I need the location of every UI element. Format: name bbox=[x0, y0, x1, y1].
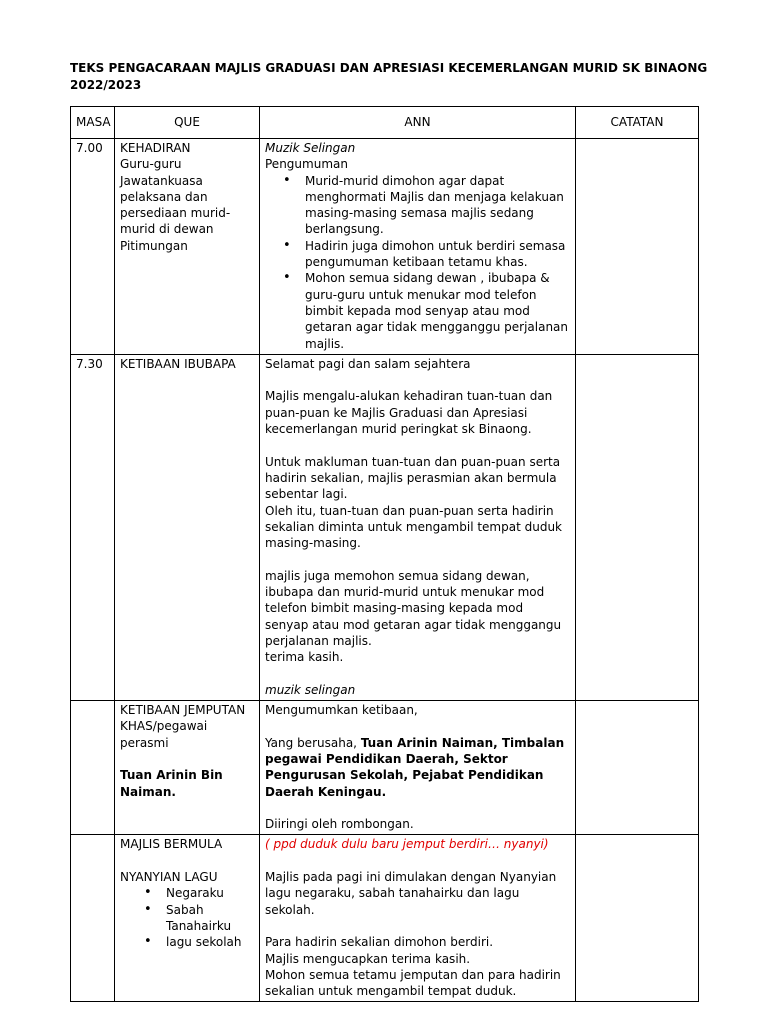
table-row bbox=[71, 835, 699, 1002]
cell-ann bbox=[260, 139, 576, 355]
cell-ann bbox=[260, 835, 576, 1002]
cell-ann bbox=[260, 354, 576, 700]
ann-paragraph: majlis juga memohon semua sidang dewan, ibubapa dan murid-murid untuk menukar mod telefon bimbit masing-masing kepada mod senyap atau mod getaran agar tidak menggangu perjalanan majlis. bbox=[265, 568, 562, 648]
list-item: • Mohon semua sidang dewan , ibubapa & guru-guru untuk menukar mod telefon bimbit kepada mod senyap atau mod getaran agar tidak mengganggu perjalanan majlis. bbox=[305, 270, 570, 351]
ann-paragraph: Mohon semua tetamu jemputan dan para hadirin sekalian untuk mengambil tempat duduk. bbox=[265, 967, 561, 999]
ann-heading: Pengumuman bbox=[265, 157, 348, 172]
que-text: KETIBAAN JEMPUTAN KHAS/pegawai perasmi bbox=[120, 703, 246, 750]
title-line-2: 2022/2023 bbox=[70, 78, 142, 92]
ann-music: Muzik Selingan bbox=[265, 141, 356, 155]
document-title bbox=[70, 60, 710, 94]
table-row bbox=[71, 139, 699, 355]
cell-catatan bbox=[576, 701, 699, 835]
ann-paragraph bbox=[265, 735, 570, 800]
ann-paragraph: Para hadirin sekalian dimohon berdiri. bbox=[265, 935, 494, 950]
ann-paragraph: Majlis pada pagi ini dimulakan dengan Nyanyian lagu negaraku, sabah tanahairku dan lagu sekolah. bbox=[265, 870, 557, 917]
ann-paragraph: Oleh itu, tuan-tuan dan puan-puan serta hadirin sekalian diminta untuk mengambil tempat duduk masing-masing. bbox=[265, 503, 563, 551]
cell-catatan bbox=[576, 354, 699, 700]
ann-music: muzik selingan bbox=[265, 682, 356, 697]
header-catatan: CATATAN bbox=[576, 107, 699, 139]
list-item: • Murid-murid dimohon agar dapat menghormati Majlis dan menjaga kelakuan masing-masing semasa majlis sedang berlangsung. bbox=[305, 173, 570, 238]
cell-que bbox=[115, 139, 260, 355]
ann-thanks: terima kasih. bbox=[265, 650, 344, 665]
title-line-1: TEKS PENGACARAAN MAJLIS GRADUASI DAN APRESIASI KECEMERLANGAN MURID SK BINAONG bbox=[70, 61, 708, 75]
ann-paragraph: Diiringi oleh rombongan. bbox=[265, 817, 414, 832]
que-title: KEHADIRAN bbox=[120, 141, 191, 155]
ann-paragraph: Majlis mengalu-alukan kehadiran tuan-tuan dan puan-puan ke Majlis Graduasi dan Apresiasi kecemerlangan murid peringkat sk Binaong. bbox=[265, 389, 553, 437]
header-que: QUE bbox=[115, 107, 260, 139]
que-subtitle: NYANYIAN LAGU bbox=[120, 870, 218, 885]
cell-que: KETIBAAN IBUBAPA bbox=[115, 354, 260, 700]
ann-bullet-list bbox=[265, 173, 570, 352]
ann-paragraph: Mengumumkan ketibaan, bbox=[265, 703, 418, 718]
que-guest-name: Tuan Arinin Bin Naiman. bbox=[120, 768, 223, 799]
cell-catatan bbox=[576, 139, 699, 355]
list-item: • Sabah Tanahairku bbox=[166, 902, 254, 935]
header-masa: MASA bbox=[71, 107, 115, 139]
ann-prefix: Yang berusaha, bbox=[265, 735, 361, 750]
cell-masa bbox=[71, 701, 115, 835]
ann-guest-title: Tuan Arinin Naiman, Timbalan pegawai Pendidikan Daerah, Sektor Pengurusan Sekolah, Pejabat Pendidikan Daerah Keningau. bbox=[265, 735, 565, 799]
ann-stage-note: ( ppd duduk dulu baru jemput berdiri… nyanyi) bbox=[265, 837, 549, 852]
ann-greeting: Selamat pagi dan salam sejahtera bbox=[265, 356, 471, 371]
list-item: • lagu sekolah bbox=[166, 934, 254, 950]
programme-table bbox=[70, 106, 699, 1002]
ann-paragraph: Untuk makluman tuan-tuan dan puan-puan serta hadirin sekalian, majlis perasmian akan bermula sebentar lagi. bbox=[265, 454, 561, 502]
que-text: Guru-guru Jawatankuasa pelaksana dan persediaan murid-murid di dewan Pitimungan bbox=[120, 157, 231, 253]
list-item: • Hadirin juga dimohon untuk berdiri semasa pengumuman ketibaan tetamu khas. bbox=[305, 238, 570, 271]
song-list bbox=[120, 885, 254, 950]
cell-masa: 7.00 bbox=[71, 139, 115, 355]
ann-paragraph: Majlis mengucapkan terima kasih. bbox=[265, 951, 471, 966]
cell-que bbox=[115, 835, 260, 1002]
cell-masa bbox=[71, 835, 115, 1002]
que-title: MAJLIS BERMULA bbox=[120, 837, 223, 852]
table-header-row bbox=[71, 107, 699, 139]
table-row bbox=[71, 354, 699, 700]
cell-ann bbox=[260, 701, 576, 835]
header-ann: ANN bbox=[260, 107, 576, 139]
cell-masa: 7.30 bbox=[71, 354, 115, 700]
cell-que bbox=[115, 701, 260, 835]
list-item: • Negaraku bbox=[166, 885, 254, 901]
table-row bbox=[71, 701, 699, 835]
cell-catatan bbox=[576, 835, 699, 1002]
